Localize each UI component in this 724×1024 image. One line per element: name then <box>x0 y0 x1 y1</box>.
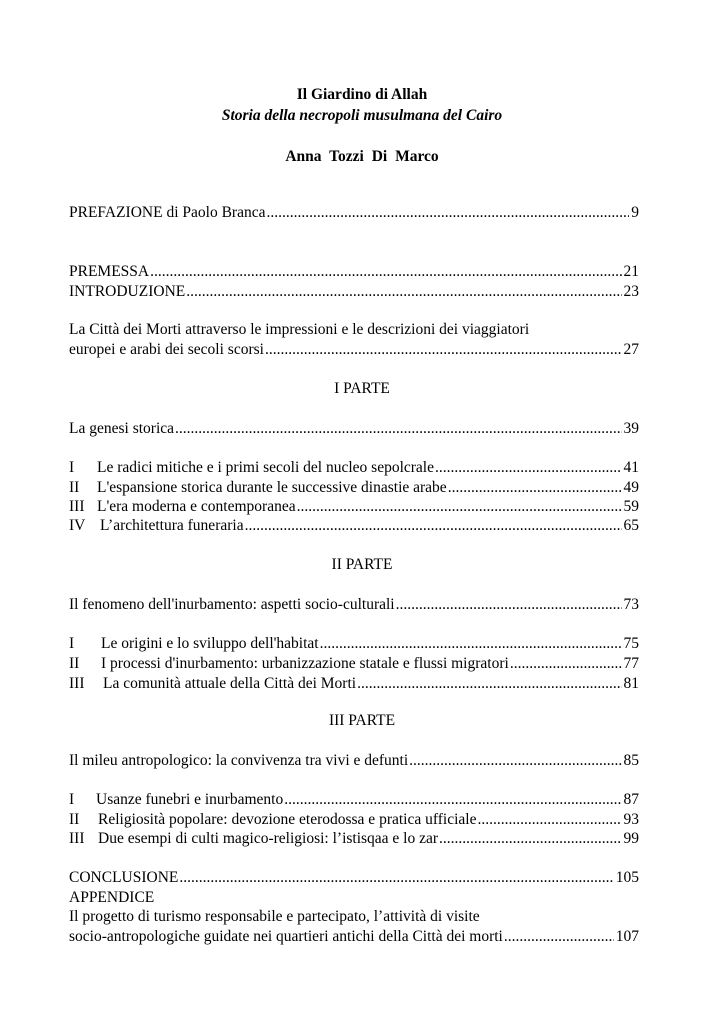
toc-leader <box>266 203 629 223</box>
toc-label: I processi d'inurbamento: urbanizzazione statale e flussi migratori <box>101 655 509 672</box>
toc-leader <box>297 497 622 517</box>
toc-entry-appendice-line2 <box>69 927 639 947</box>
toc-label: Il mileu antropologico: la convivenza tra vivi e defunti <box>69 752 409 769</box>
toc-entry-prefazione <box>69 203 639 223</box>
toc-page-number: 39 <box>623 420 639 437</box>
book-title: Il Giardino di Allah <box>296 86 428 103</box>
toc-page-number: 105 <box>615 869 639 886</box>
chapter-number: II <box>69 655 80 672</box>
chapter-number: III <box>69 830 85 847</box>
chapter-number: III <box>69 498 85 515</box>
toc-page-number: 81 <box>623 675 639 692</box>
toc-leader <box>510 654 622 674</box>
part-heading-2: II PARTE <box>331 556 393 573</box>
toc-page-number: 65 <box>623 517 639 534</box>
toc-leader <box>448 478 622 498</box>
toc-page-number: 73 <box>623 596 639 613</box>
toc-label: Le origini e lo sviluppo dell'habitat <box>101 635 319 652</box>
toc-label: La genesi storica <box>69 420 175 437</box>
toc-chapter <box>69 478 639 498</box>
toc-entry-part3-intro <box>69 751 639 771</box>
toc-chapter <box>69 810 639 830</box>
toc-entry-premessa <box>69 262 639 282</box>
toc-entry-part1-intro <box>69 419 639 439</box>
toc-page-number: 85 <box>623 752 639 769</box>
toc-leader <box>396 595 622 615</box>
toc-leader <box>439 829 621 849</box>
toc-entry-introduzione <box>69 282 639 302</box>
toc-leader <box>265 340 622 360</box>
toc-leader <box>435 458 622 478</box>
toc-page-number: 77 <box>623 655 639 672</box>
chapter-number: IV <box>69 517 86 534</box>
toc-chapter <box>69 516 639 536</box>
toc-label: europei e arabi dei secoli scorsi <box>69 341 264 358</box>
toc-page-number: 93 <box>623 811 639 828</box>
toc-page-number: 9 <box>631 204 639 221</box>
toc-leader <box>150 262 621 282</box>
part-heading-3: III PARTE <box>328 712 396 729</box>
chapter-number: I <box>69 459 75 476</box>
toc-page-number: 23 <box>623 283 639 300</box>
toc-label: CONCLUSIONE <box>69 869 179 886</box>
toc-label: L’architettura funeraria <box>100 517 244 534</box>
toc-leader <box>175 419 621 439</box>
toc-leader <box>284 790 621 810</box>
toc-entry-conclusione <box>69 868 639 888</box>
toc-leader <box>504 927 614 947</box>
toc-entry-citta-line1: La Città dei Morti attraverso le impressioni e le descrizioni dei viaggiatori <box>69 321 530 338</box>
toc-chapter <box>69 458 639 478</box>
toc-page-number: 49 <box>623 479 639 496</box>
toc-page-number: 107 <box>615 928 639 945</box>
toc-leader <box>357 674 621 694</box>
toc-entry-citta <box>69 340 639 360</box>
toc-label: PREFAZIONE di Paolo Branca <box>69 204 266 221</box>
toc-page-number: 59 <box>623 498 639 515</box>
toc-leader <box>477 810 621 830</box>
toc-label: La comunità attuale della Città dei Morti <box>103 675 357 692</box>
toc-label: Il fenomeno dell'inurbamento: aspetti socio-culturali <box>69 596 395 613</box>
chapter-number: I <box>69 791 75 808</box>
part-heading-1: I PARTE <box>334 380 390 397</box>
toc-chapter <box>69 634 639 654</box>
chapter-number: II <box>69 811 80 828</box>
toc-leader <box>320 634 622 654</box>
toc-page-number: 21 <box>623 263 639 280</box>
chapter-number: II <box>69 479 80 496</box>
toc-page-number: 99 <box>623 830 639 847</box>
author-name: Anna Tozzi Di Marco <box>285 148 439 165</box>
toc-label: L'era moderna e contemporanea <box>97 498 296 515</box>
toc-chapter <box>69 790 639 810</box>
toc-page-number: 41 <box>623 459 639 476</box>
toc-label: PREMESSA <box>69 263 150 280</box>
toc-leader <box>245 516 622 536</box>
toc-leader <box>409 751 621 771</box>
toc-chapter <box>69 654 639 674</box>
chapter-number: I <box>69 635 75 652</box>
book-subtitle: Storia della necropoli musulmana del Cairo <box>221 107 503 124</box>
chapter-number: III <box>69 675 85 692</box>
toc-label: Le radici mitiche e i primi secoli del nucleo sepolcrale <box>97 459 434 476</box>
toc-page-number: 87 <box>623 791 639 808</box>
toc-chapter <box>69 674 639 694</box>
toc-chapter <box>69 497 639 517</box>
toc-leader <box>179 868 613 888</box>
toc-label: INTRODUZIONE <box>69 283 186 300</box>
toc-label: socio-antropologiche guidate nei quartieri antichi della Città dei morti <box>69 928 503 945</box>
toc-entry-appendice: APPENDICE <box>69 889 155 906</box>
toc-label: Due esempi di culti magico-religiosi: l’istisqaa e lo zar <box>98 830 439 847</box>
toc-chapter <box>69 829 639 849</box>
toc-label: L'espansione storica durante le successive dinastie arabe <box>97 479 447 496</box>
toc-leader <box>186 282 621 302</box>
toc-page-number: 27 <box>623 341 639 358</box>
toc-entry-appendice-line1: Il progetto di turismo responsabile e partecipato, l’attività di visite <box>69 908 480 925</box>
toc-page-number: 75 <box>623 635 639 652</box>
toc-label: Usanze funebri e inurbamento <box>96 791 284 808</box>
toc-label: Religiosità popolare: devozione eterodossa e pratica ufficiale <box>98 811 477 828</box>
toc-entry-part2-intro <box>69 595 639 615</box>
